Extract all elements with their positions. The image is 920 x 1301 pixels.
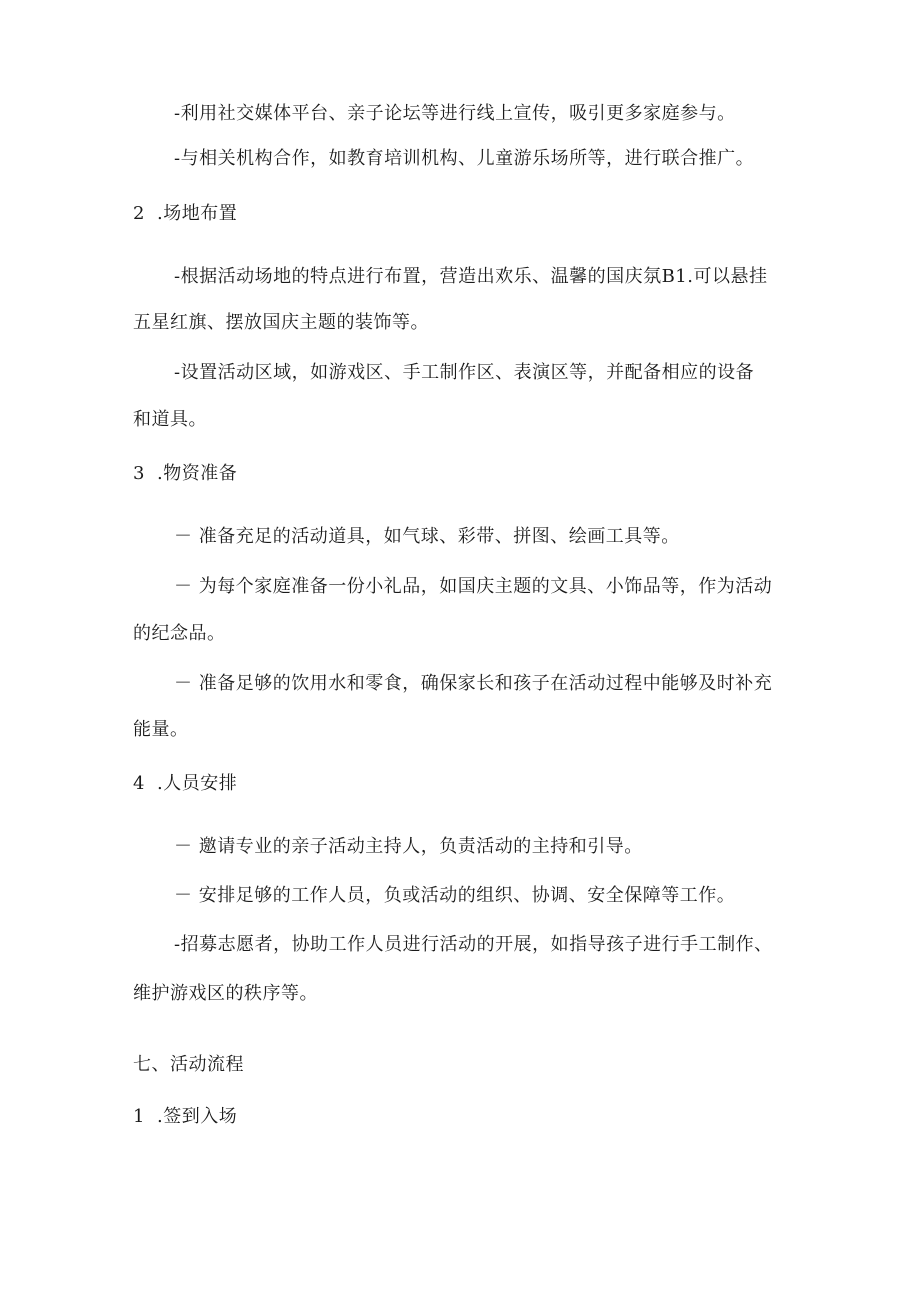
section-heading-activity-process: 七、活动流程 (133, 1054, 244, 1075)
paragraph-activity-areas-line2: 和道具。 (133, 409, 207, 430)
heading-text: .签到入场 (157, 1106, 238, 1127)
paragraph-food-line2: 能量。 (133, 719, 189, 740)
heading-number: 2 (133, 203, 145, 224)
heading-text: .物资准备 (157, 463, 238, 484)
heading-number: 3 (133, 463, 145, 484)
heading-staffing (133, 772, 237, 796)
heading-venue-layout (133, 202, 237, 226)
paragraph-gifts-line2: 的纪念品。 (133, 623, 226, 644)
paragraph-staff: － 安排足够的工作人员，负或活动的组织、协调、安全保障等工作。 (174, 885, 736, 906)
heading-text: .场地布置 (157, 203, 238, 224)
heading-check-in (133, 1105, 237, 1129)
paragraph-joint-promotion: -与相关机构合作，如教育培训机构、儿童游乐场所等，进行联合推广。 (174, 148, 755, 169)
heading-materials (133, 462, 237, 486)
paragraph-host: － 邀请专业的亲子活动主持人，负责活动的主持和引导。 (174, 836, 643, 857)
paragraph-activity-areas-line1: -设置活动区域，如游戏区、手工制作区、表演区等，并配备相应的设备 (174, 362, 755, 383)
heading-number: 4 (133, 773, 145, 794)
heading-text: .人员安排 (157, 773, 238, 794)
paragraph-props: － 准备充足的活动道具，如气球、彩带、拼图、绘画工具等。 (174, 526, 680, 547)
paragraph-volunteers-line1: -招募志愿者，协助工作人员进行活动的开展，如指导孩子进行手工制作、 (174, 934, 773, 955)
paragraph-food-line1: － 准备足够的饮用水和零食，确保家长和孩子在活动过程中能够及时补充 (174, 673, 773, 694)
heading-number: 1 (133, 1106, 145, 1127)
paragraph-volunteers-line2: 维护游戏区的秩序等。 (133, 983, 318, 1004)
paragraph-online-promotion: -利用社交媒体平台、亲子论坛等进行线上宣传，吸引更多家庭参与。 (174, 103, 736, 124)
paragraph-gifts-line1: － 为每个家庭准备一份小礼品，如国庆主题的文具、小饰品等，作为活动 (174, 576, 773, 597)
paragraph-venue-decoration-line2: 五星红旗、摆放国庆主题的装饰等。 (133, 312, 429, 333)
paragraph-venue-decoration-line1: -根据活动场地的特点进行布置，营造出欢乐、温馨的国庆氛B1.可以悬挂 (174, 266, 768, 287)
